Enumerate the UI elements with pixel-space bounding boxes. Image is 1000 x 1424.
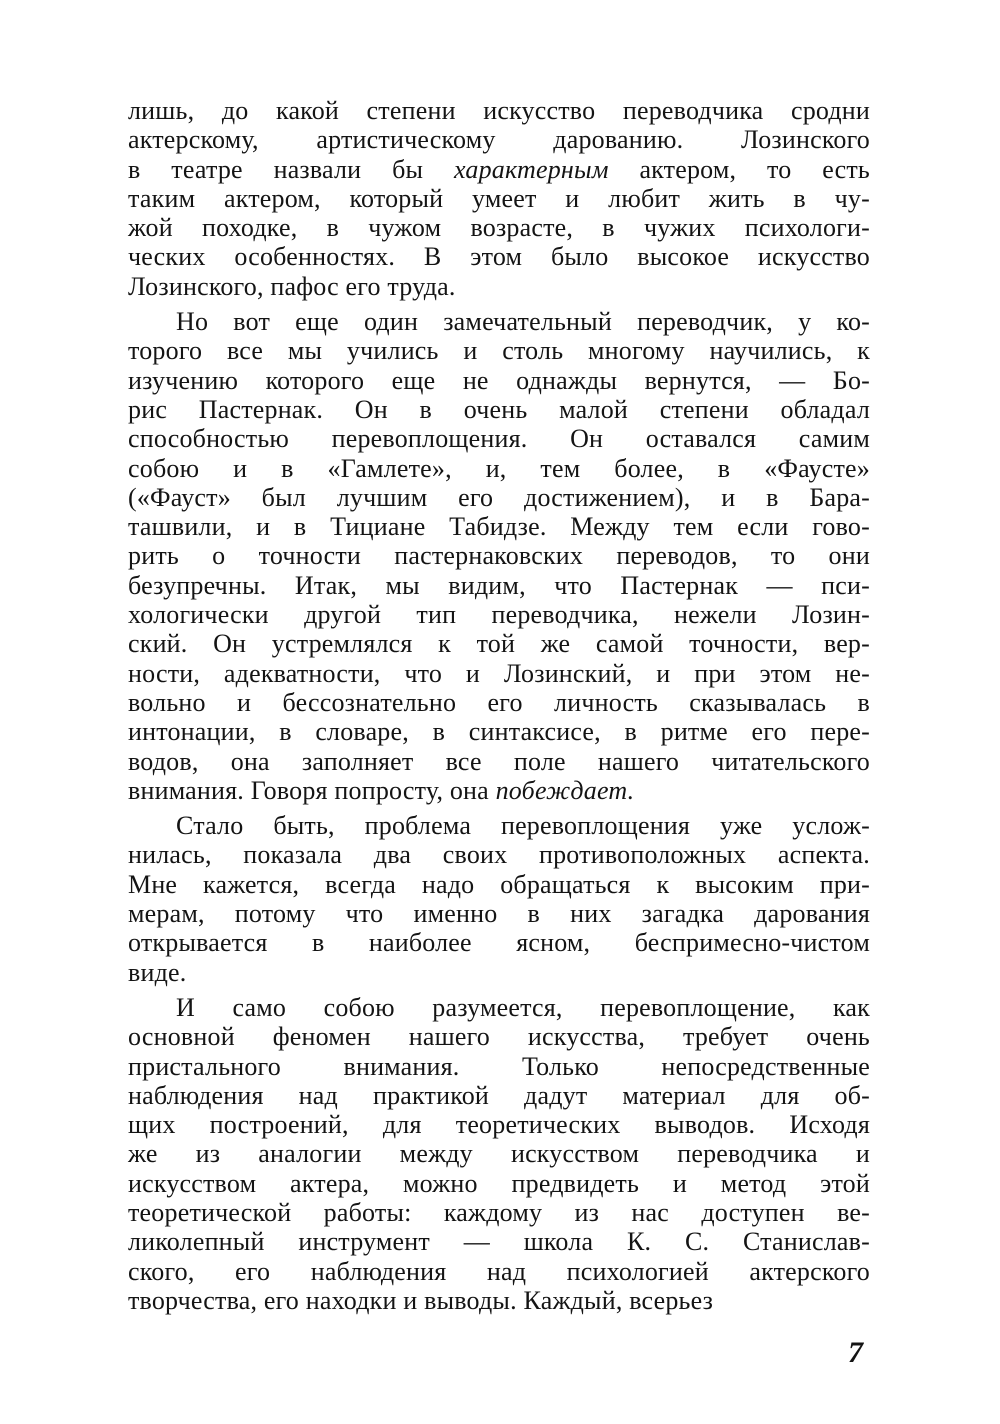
text-line: нилась, показала два своих противоположных аспекта.	[128, 840, 870, 870]
text-line: И само собою разумеется, перевоплощение, как	[176, 992, 870, 1022]
text-line: теоретической работы: каждому из нас доступен ве-	[128, 1197, 870, 1227]
text-line: ности, адекватности, что и Лозинский, и при этом не-	[128, 658, 870, 688]
text-line: открывается в наиболее ясном, беспримесно-чистом	[128, 928, 870, 958]
text-segment: актером, то есть	[608, 154, 870, 184]
text-segment: внимания. Говоря попросту, она	[128, 775, 496, 805]
text-line: наблюдения над практикой дадут материал для об-	[128, 1080, 870, 1110]
text-line: торого все мы учились и столь многому научились, к	[128, 336, 870, 366]
text-line: способностью перевоплощения. Он оставался самим	[128, 424, 870, 454]
text-line: же из аналогии между искусством переводчика и	[128, 1139, 870, 1169]
text-line: хологически другой тип переводчика, нежели Лозин-	[128, 600, 870, 630]
text-line: виде.	[128, 957, 187, 987]
text-segment: в театре назвали бы	[128, 154, 454, 184]
text-line: основной феномен нашего искусства, требует очень	[128, 1022, 870, 1052]
text-line: ского, его наблюдения над психологией актерского	[128, 1256, 870, 1286]
text-line: мерам, потому что именно в них загадка дарования	[128, 899, 870, 929]
paragraph	[128, 307, 870, 805]
text-line: лишь, до какой степени искусство переводчика сродни	[128, 96, 870, 125]
text-line: интонации, в словаре, в синтаксисе, в ритме его пере-	[128, 717, 870, 747]
text-line: Лозинского, пафос его труда.	[128, 271, 456, 301]
text-line	[128, 155, 870, 184]
text-line: искусством актера, можно предвидеть и метод этой	[128, 1168, 870, 1198]
text-line: таким актером, который умеет и любит жить в чу-	[128, 183, 870, 213]
text-line: собою и в «Гамлете», и, тем более, в «Фаусте»	[128, 453, 870, 483]
text-line: водов, она заполняет все поле нашего читательского	[128, 746, 870, 776]
text-line: («Фауст» был лучшим его достижением), и в Бара-	[128, 482, 870, 512]
text-line: изучению которого еще не однажды вернутся, — Бо-	[128, 365, 870, 395]
text-line: ческих особенностях. В этом было высокое искусство	[128, 242, 870, 272]
text-line: рить о точности пастернаковских переводов, то они	[128, 541, 870, 571]
text-line: пристального внимания. Только непосредственные	[128, 1051, 870, 1081]
page-number: 7	[848, 1336, 863, 1369]
text-line: актерскому, артистическому дарованию. Лозинского	[128, 125, 870, 155]
paragraph	[128, 811, 870, 987]
text-line	[128, 776, 870, 805]
page-body	[128, 96, 870, 1315]
text-line: ский. Он устремлялся к той же самой точности, вер-	[128, 629, 870, 659]
text-line: вольно и бессознательно его личность сказывалась в	[128, 687, 870, 717]
text-line: ташвили, и в Тициане Табидзе. Между тем если гово-	[128, 512, 870, 542]
text-line: Мне кажется, всегда надо обращаться к высоким при-	[128, 869, 870, 899]
paragraph	[128, 96, 870, 301]
emphasized-word: характерным	[454, 154, 609, 184]
paragraph	[128, 993, 870, 1315]
text-line: ликолепный инструмент — школа К. С. Станислав-	[128, 1227, 870, 1257]
text-line: творчества, его находки и выводы. Каждый, всерьез	[128, 1285, 714, 1315]
text-line: жой походке, в чужом возрасте, в чужих психологи-	[128, 213, 870, 243]
emphasized-word: побеждает.	[495, 775, 635, 805]
text-line: Но вот еще один замечательный переводчик, у ко-	[176, 307, 870, 337]
text-line: Стало быть, проблема перевоплощения уже услож-	[176, 811, 870, 841]
text-line: щих построений, для теоретических выводов. Исходя	[128, 1110, 870, 1140]
text-line: рис Пастернак. Он в очень малой степени обладал	[128, 394, 870, 424]
text-line: безупречны. Итак, мы видим, что Пастернак — пси-	[128, 570, 870, 600]
